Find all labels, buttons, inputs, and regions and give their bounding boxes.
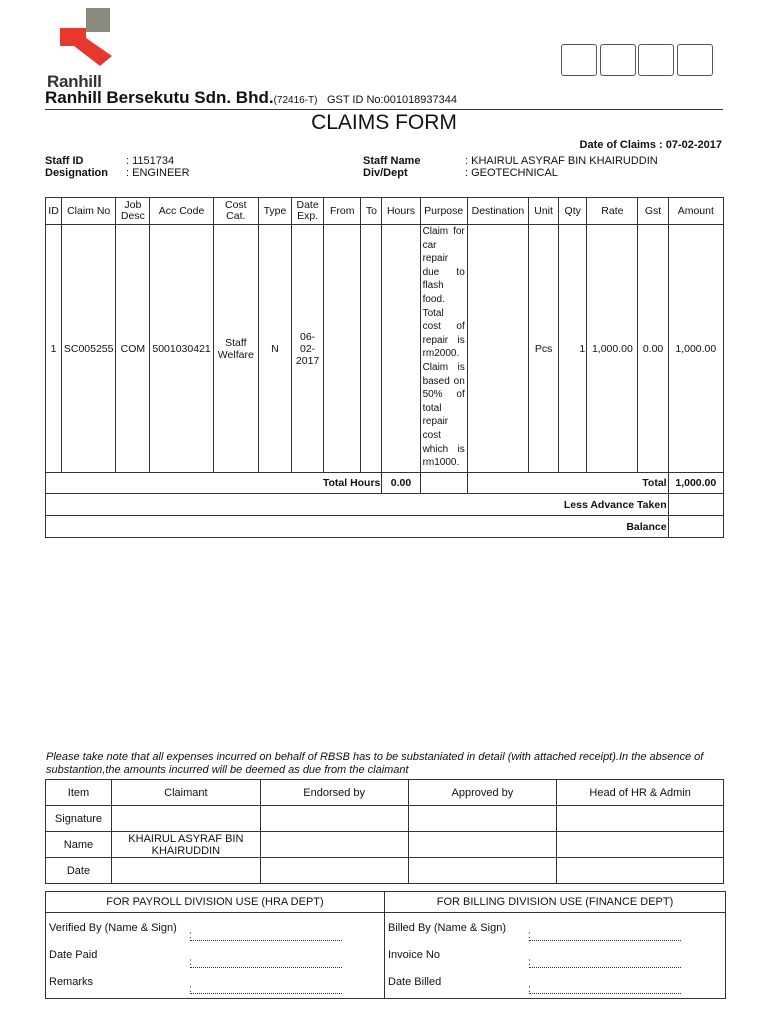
cell-from bbox=[324, 225, 361, 473]
invoice-no-field[interactable] bbox=[529, 967, 681, 968]
designation-value: : ENGINEER bbox=[126, 167, 190, 179]
approved-date-field[interactable] bbox=[408, 858, 557, 884]
certification-badge-icon bbox=[561, 44, 597, 76]
payroll-section bbox=[46, 892, 385, 998]
signature-label: Signature bbox=[46, 806, 112, 832]
col-header: Purpose bbox=[420, 198, 467, 225]
signoff-header: Endorsed by bbox=[260, 780, 408, 806]
col-header: ID bbox=[46, 198, 62, 225]
signoff-header: Claimant bbox=[111, 780, 260, 806]
invoice-no-label: Invoice No bbox=[388, 949, 440, 961]
name-label: Name bbox=[46, 832, 112, 858]
total-hours-value: 0.00 bbox=[382, 473, 420, 494]
cell-cost-cat: Staff Welfare bbox=[213, 225, 258, 473]
date-paid-label: Date Paid bbox=[49, 949, 98, 961]
date-paid-field[interactable] bbox=[190, 967, 342, 968]
col-header: Qty bbox=[559, 198, 587, 225]
less-advance-value bbox=[668, 494, 723, 516]
col-header: From bbox=[324, 198, 361, 225]
less-advance-row bbox=[46, 494, 724, 516]
claimant-signature-field[interactable] bbox=[111, 806, 260, 832]
staff-id-label: Staff ID bbox=[45, 155, 84, 167]
signoff-header: Item bbox=[46, 780, 112, 806]
billed-by-label: Billed By (Name & Sign) bbox=[388, 922, 506, 934]
col-header: Job Desc bbox=[116, 198, 150, 225]
col-header: Unit bbox=[529, 198, 559, 225]
signature-row bbox=[46, 806, 724, 832]
date-billed-field[interactable] bbox=[529, 993, 681, 994]
colon: : bbox=[528, 957, 531, 968]
colon: : bbox=[189, 957, 192, 968]
date-row bbox=[46, 858, 724, 884]
designation-label: Designation bbox=[45, 167, 108, 179]
col-header: Acc Code bbox=[150, 198, 213, 225]
remarks-field[interactable] bbox=[190, 993, 342, 994]
col-header: Hours bbox=[382, 198, 420, 225]
div-dept-value: : GEOTECHNICAL bbox=[465, 167, 558, 179]
disclaimer-note: Please take note that all expenses incurred on behalf of RBSB has to be substaniated in detail (with attached receipt).In the absence of substantion,the amounts incurred will be deemed as due from the claimant bbox=[46, 751, 704, 776]
staff-id-value: : 1151734 bbox=[126, 155, 175, 167]
endorsed-signature-field[interactable] bbox=[260, 806, 408, 832]
claims-table bbox=[45, 197, 724, 538]
header-divider bbox=[45, 109, 723, 110]
table-row bbox=[46, 225, 724, 473]
cell-purpose: Claim for car repair due to flash food. Total cost of repair is rm2000. Claim is based on 50% of total repair cost which is rm1000. bbox=[420, 225, 467, 473]
division-use-box bbox=[45, 891, 726, 999]
certification-badge-icon bbox=[677, 44, 713, 76]
certification-badge-icon bbox=[600, 44, 636, 76]
hr-signature-field[interactable] bbox=[557, 806, 724, 832]
company-name: Ranhill Bersekutu Sdn. Bhd. bbox=[45, 88, 274, 107]
remarks-label: Remarks bbox=[49, 976, 94, 988]
col-header: Type bbox=[258, 198, 291, 225]
staff-name-label: Staff Name bbox=[363, 155, 421, 167]
endorsed-date-field[interactable] bbox=[260, 858, 408, 884]
totals-row bbox=[46, 473, 724, 494]
claimant-name: KHAIRUL ASYRAF BIN KHAIRUDDIN bbox=[111, 832, 260, 858]
total-label: Total bbox=[467, 473, 668, 494]
colon: : bbox=[528, 984, 531, 995]
signoff-table bbox=[45, 779, 724, 884]
signoff-header: Head of HR & Admin bbox=[557, 780, 724, 806]
cell-destination bbox=[467, 225, 528, 473]
signoff-header: Approved by bbox=[408, 780, 557, 806]
col-header: Cost Cat. bbox=[213, 198, 258, 225]
cell-job-desc: COM bbox=[116, 225, 150, 473]
staff-name-value: : KHAIRUL ASYRAF BIN KHAIRUDDIN bbox=[465, 155, 658, 167]
col-header: Gst bbox=[638, 198, 668, 225]
billing-section bbox=[385, 892, 725, 998]
total-value: 1,000.00 bbox=[668, 473, 723, 494]
less-advance-label: Less Advance Taken bbox=[46, 494, 669, 516]
col-header: Amount bbox=[668, 198, 723, 225]
date-label: Date bbox=[46, 858, 112, 884]
cell-qty: 1 bbox=[559, 225, 587, 473]
approved-signature-field[interactable] bbox=[408, 806, 557, 832]
claimant-date-field[interactable] bbox=[111, 858, 260, 884]
col-header: Date Exp. bbox=[292, 198, 324, 225]
billed-by-field[interactable] bbox=[529, 940, 681, 941]
balance-label: Balance bbox=[46, 516, 669, 538]
balance-value bbox=[668, 516, 723, 538]
cell-hours bbox=[382, 225, 420, 473]
company-reg-no: (72416-T) bbox=[273, 95, 318, 106]
verified-by-label: Verified By (Name & Sign) bbox=[49, 922, 177, 934]
cell-id: 1 bbox=[46, 225, 62, 473]
cell-rate: 1,000.00 bbox=[587, 225, 638, 473]
colon: : bbox=[528, 930, 531, 941]
gst-number: GST ID No:001018937344 bbox=[326, 94, 458, 106]
empty-cell bbox=[420, 473, 467, 494]
logo-wordmark: Ranhill bbox=[47, 72, 102, 91]
hr-name-field[interactable] bbox=[557, 832, 724, 858]
certification-badge-icon bbox=[638, 44, 674, 76]
payroll-title: FOR PAYROLL DIVISION USE (HRA DEPT) bbox=[46, 892, 384, 913]
signoff-header-row bbox=[46, 780, 724, 806]
col-header: To bbox=[361, 198, 382, 225]
cell-unit: Pcs bbox=[529, 225, 559, 473]
cell-amount: 1,000.00 bbox=[668, 225, 723, 473]
cell-date-exp: 06-02-2017 bbox=[292, 225, 324, 473]
date-of-claims: Date of Claims : 07-02-2017 bbox=[579, 139, 722, 151]
col-header: Rate bbox=[587, 198, 638, 225]
table-header-row bbox=[46, 198, 724, 225]
cell-claim-no: SC005255 bbox=[62, 225, 116, 473]
cell-type: N bbox=[258, 225, 291, 473]
col-header: Claim No bbox=[62, 198, 116, 225]
name-row bbox=[46, 832, 724, 858]
endorsed-name-field[interactable] bbox=[260, 832, 408, 858]
form-title: CLAIMS FORM bbox=[311, 111, 457, 134]
approved-name-field[interactable] bbox=[408, 832, 557, 858]
billing-title: FOR BILLING DIVISION USE (FINANCE DEPT) bbox=[385, 892, 725, 913]
verified-by-field[interactable] bbox=[190, 940, 342, 941]
company-header bbox=[45, 88, 457, 108]
colon: : bbox=[189, 930, 192, 941]
total-hours-label: Total Hours bbox=[46, 473, 382, 494]
colon: : bbox=[189, 984, 192, 995]
hr-date-field[interactable] bbox=[557, 858, 724, 884]
cell-to bbox=[361, 225, 382, 473]
cell-acc-code: 5001030421 bbox=[150, 225, 213, 473]
date-billed-label: Date Billed bbox=[388, 976, 442, 988]
cell-gst: 0.00 bbox=[638, 225, 668, 473]
div-dept-label: Div/Dept bbox=[363, 167, 408, 179]
ranhill-logo-mark bbox=[60, 8, 112, 68]
balance-row bbox=[46, 516, 724, 538]
col-header: Destination bbox=[467, 198, 528, 225]
